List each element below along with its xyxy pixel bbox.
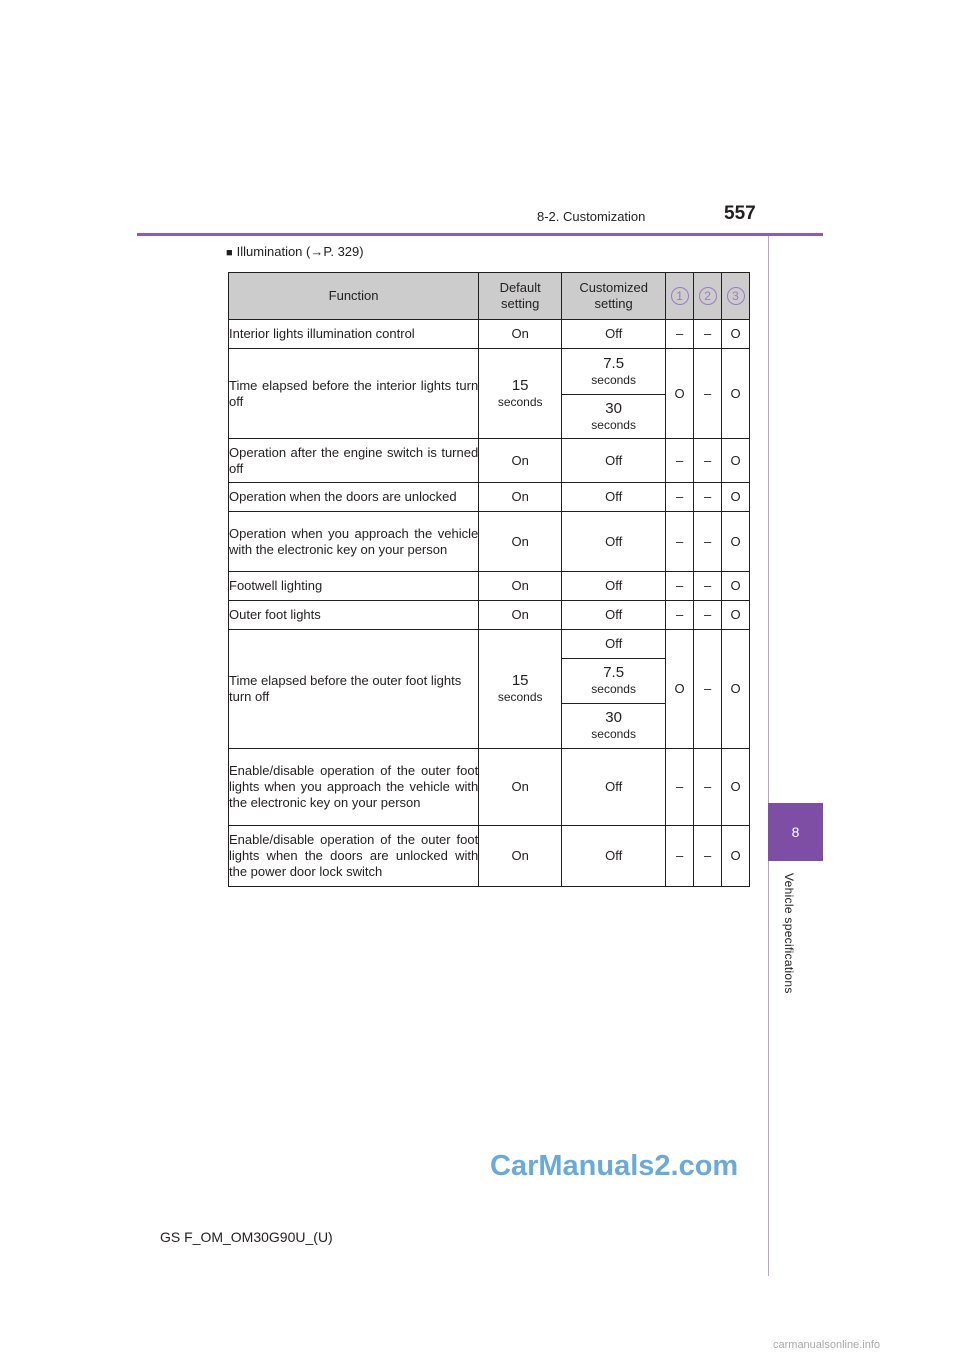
col2-cell: – (694, 630, 722, 749)
function-cell: Outer foot lights (229, 601, 479, 630)
function-cell: Enable/disable operation of the outer foot lights when you approach the vehicle with the electronic key on your person (229, 749, 479, 826)
customized-cell: Off (562, 512, 666, 572)
table-row (229, 349, 750, 395)
customized-cell: Off (562, 601, 666, 630)
customized-cell: Off (562, 630, 666, 659)
customized-cell (562, 349, 666, 395)
default-value: 15 (511, 376, 529, 394)
col2-cell: – (694, 439, 722, 483)
customized-cell: Off (562, 749, 666, 826)
table-row (229, 630, 750, 659)
default-unit: seconds (497, 394, 543, 409)
custom-unit: seconds (591, 417, 636, 432)
table-row (229, 320, 750, 349)
table-row (229, 826, 750, 887)
header-col3 (722, 273, 750, 320)
watermark-logo: CarManuals2.com (490, 1150, 739, 1182)
col3-cell: O (722, 826, 750, 887)
square-bullet-icon: ■ (226, 247, 233, 259)
illumination-settings-table (228, 272, 750, 887)
default-cell: On (479, 749, 562, 826)
col1-cell: – (666, 320, 694, 349)
col1-cell: – (666, 601, 694, 630)
col2-cell: – (694, 512, 722, 572)
default-cell (479, 630, 562, 749)
col1-cell: – (666, 826, 694, 887)
default-cell: On (479, 512, 562, 572)
customized-cell: Off (562, 439, 666, 483)
function-cell: Footwell lighting (229, 572, 479, 601)
custom-value: 30 (605, 399, 622, 417)
default-cell: On (479, 483, 562, 512)
running-header-section: 8-2. Customization (537, 209, 646, 224)
col1-cell: – (666, 572, 694, 601)
function-cell: Operation after the engine switch is turned off (229, 439, 479, 483)
side-divider (768, 236, 769, 1276)
col3-cell: O (722, 439, 750, 483)
col1-cell: – (666, 749, 694, 826)
col3-cell: O (722, 320, 750, 349)
default-cell: On (479, 439, 562, 483)
function-cell: Interior lights illumination control (229, 320, 479, 349)
custom-unit: seconds (591, 372, 636, 387)
page-number: 557 (724, 203, 756, 224)
col1-cell: – (666, 512, 694, 572)
col3-cell: O (722, 483, 750, 512)
customized-cell (562, 704, 666, 749)
table-row (229, 512, 750, 572)
section-title-text: Illumination ( (236, 244, 311, 259)
default-cell: On (479, 320, 562, 349)
col3-cell: O (722, 749, 750, 826)
document-code: GS F_OM_OM30G90U_(U) (160, 1229, 333, 1245)
header-function: Function (229, 273, 479, 320)
col1-cell: – (666, 439, 694, 483)
chapter-label: Vehicle specifications (782, 873, 796, 994)
col2-cell: – (694, 826, 722, 887)
function-cell: Time elapsed before the outer foot lights turn off (229, 630, 479, 749)
table-row (229, 572, 750, 601)
function-cell: Operation when you approach the vehicle with the electronic key on your person (229, 512, 479, 572)
col2-cell: – (694, 749, 722, 826)
col3-cell: O (722, 349, 750, 439)
customized-cell: Off (562, 483, 666, 512)
arrow-right-icon: → (310, 244, 324, 259)
customized-cell: Off (562, 572, 666, 601)
col1-cell: – (666, 483, 694, 512)
custom-value: 7.5 (603, 354, 625, 372)
table-row (229, 749, 750, 826)
col2-cell: – (694, 601, 722, 630)
circled-two-icon: 2 (699, 287, 717, 305)
customized-cell: Off (562, 826, 666, 887)
default-cell: On (479, 826, 562, 887)
section-title (226, 244, 364, 259)
customized-cell (562, 659, 666, 704)
watermark-small: carmanualsonline.info (773, 1339, 881, 1351)
page-reference-link[interactable]: P. 329) (323, 244, 364, 259)
col2-cell: – (694, 320, 722, 349)
table-header-row (229, 273, 750, 320)
circled-one-icon: 1 (671, 287, 689, 305)
col1-cell: O (666, 630, 694, 749)
custom-unit: seconds (591, 727, 636, 741)
table-row (229, 601, 750, 630)
function-cell: Operation when the doors are unlocked (229, 483, 479, 512)
custom-value: 7.5 (603, 664, 625, 681)
header-col2 (694, 273, 722, 320)
header-default: Default setting (479, 273, 562, 320)
default-cell (479, 349, 562, 439)
col2-cell: – (694, 349, 722, 439)
default-value: 15 (511, 672, 529, 689)
default-unit: seconds (497, 690, 543, 704)
customized-cell: Off (562, 320, 666, 349)
col2-cell: – (694, 572, 722, 601)
function-cell: Enable/disable operation of the outer foot lights when the doors are unlocked with the power door lock switch (229, 826, 479, 887)
custom-unit: seconds (591, 682, 636, 696)
col3-cell: O (722, 630, 750, 749)
table-row (229, 483, 750, 512)
customized-cell (562, 395, 666, 439)
default-cell: On (479, 572, 562, 601)
table-row (229, 439, 750, 483)
header-customized: Customized setting (562, 273, 666, 320)
col3-cell: O (722, 512, 750, 572)
chapter-tab[interactable]: 8 (768, 803, 823, 861)
col3-cell: O (722, 572, 750, 601)
col1-cell: O (666, 349, 694, 439)
header-divider (137, 233, 823, 236)
col3-cell: O (722, 601, 750, 630)
col2-cell: – (694, 483, 722, 512)
circled-three-icon: 3 (727, 287, 745, 305)
default-cell: On (479, 601, 562, 630)
custom-value: 30 (605, 709, 622, 726)
function-cell: Time elapsed before the interior lights turn off (229, 349, 479, 439)
header-col1 (666, 273, 694, 320)
